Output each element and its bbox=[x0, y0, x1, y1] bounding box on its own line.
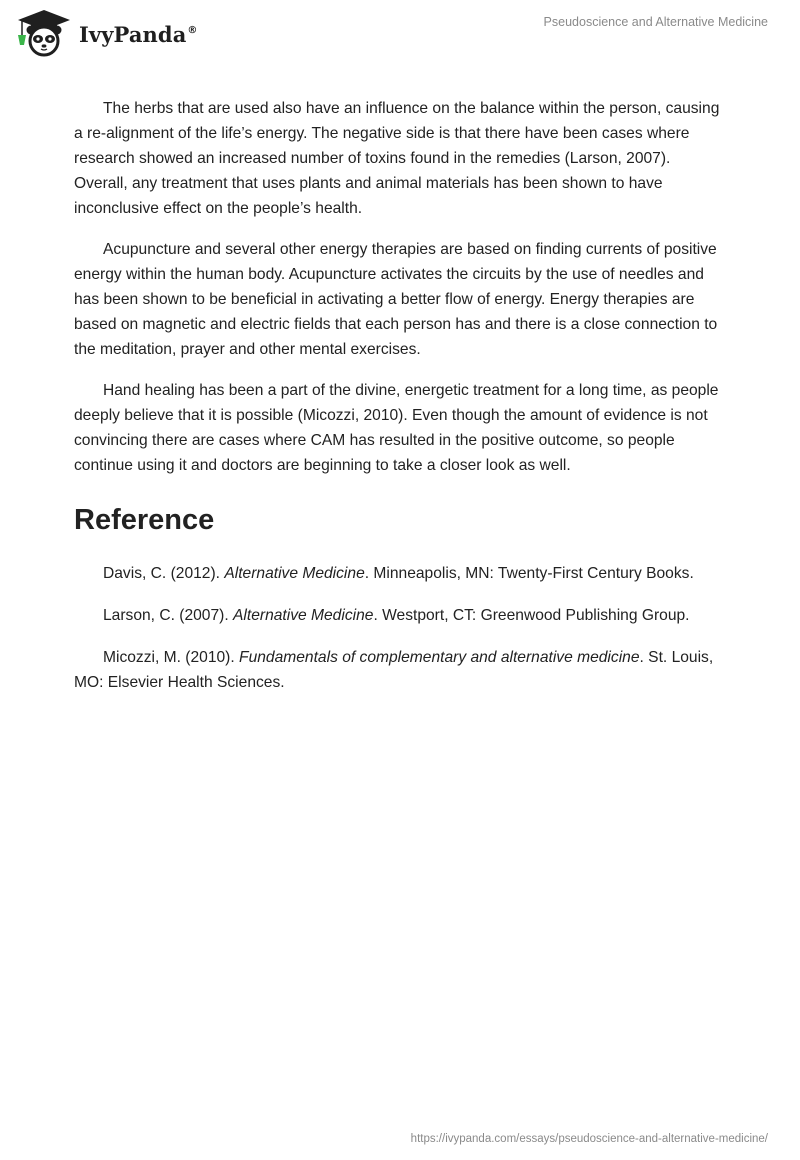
reference-heading: Reference bbox=[74, 504, 215, 536]
essay-content bbox=[74, 96, 728, 712]
page-header bbox=[0, 0, 800, 70]
body-paragraph: Acupuncture and several other energy therapies are based on finding currents of positive energy within the human body. Acupuncture activates the circuits by the use of needles and has been shown to be beneficial in activating a better flow of energy. Energy therapies are based on magnetic and electric fields that each person has and there is a close connection to the meditation, prayer and other mental exercises. bbox=[74, 241, 718, 358]
reference-entry: Larson, C. (2007). Alternative Medicine. Westport, CT: Greenwood Publishing Group. bbox=[103, 607, 690, 624]
source-url-link[interactable]: https://ivypanda.com/essays/pseudoscience-and-alternative-medicine/ bbox=[410, 1133, 768, 1145]
body-paragraph: The herbs that are used also have an influence on the balance within the person, causing a re-alignment of the life’s energy. The negative side is that there have been cases where research showed an increased number of toxins found in the remedies (Larson, 2007). Overall, any treatment that uses plants and animal materials has been shown to have inconclusive effect on the people’s health. bbox=[74, 100, 720, 217]
document-title: Pseudoscience and Alternative Medicine bbox=[543, 15, 768, 29]
reference-entry: Davis, C. (2012). Alternative Medicine. Minneapolis, MN: Twenty-First Century Books. bbox=[103, 565, 694, 582]
ivypanda-logo[interactable] bbox=[14, 8, 198, 58]
logo-wordmark: IvyPanda® bbox=[79, 21, 198, 47]
body-paragraph: Hand healing has been a part of the divine, energetic treatment for a long time, as people deeply believe that it is possible (Micozzi, 2010). Even though the amount of evidence is not convincing there are cases where CAM has resulted in the positive outcome, so people continue using it and doctors are beginning to take a closer look as well. bbox=[74, 382, 719, 474]
panda-graduate-icon bbox=[14, 8, 74, 58]
reference-entry: Micozzi, M. (2010). Fundamentals of complementary and alternative medicine. St. Louis, MO: Elsevier Health Sciences. bbox=[74, 649, 714, 691]
